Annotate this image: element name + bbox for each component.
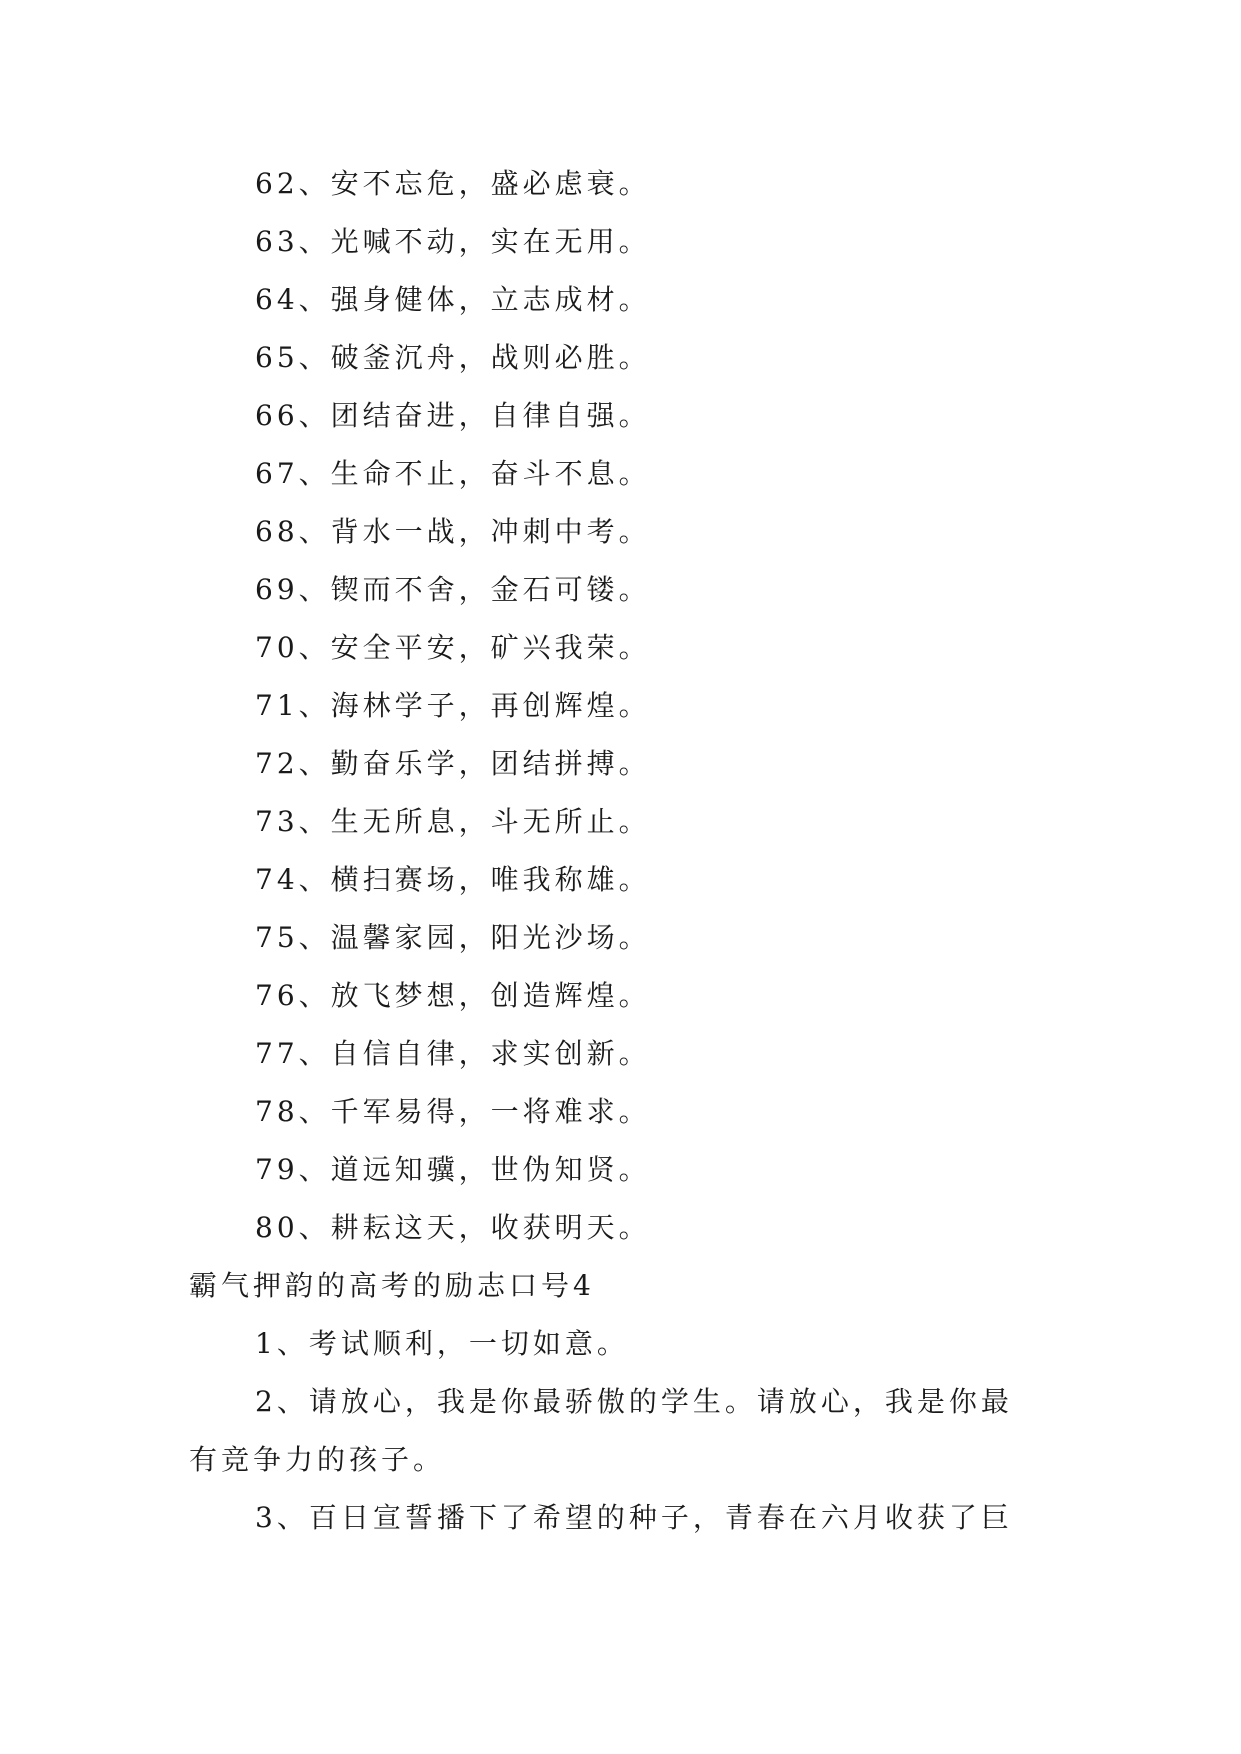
paragraph-line: 有竞争力的孩子。 (189, 1443, 446, 1476)
slogan-line: 77、自信自律，求实创新。 (255, 1037, 651, 1070)
list-item-paragraph (189, 1373, 1059, 1489)
slogan-line: 68、背水一战，冲刺中考。 (255, 515, 651, 548)
slogan-line: 74、横扫赛场，唯我称雄。 (255, 863, 651, 896)
slogan-line: 62、安不忘危，盛必虑衰。 (255, 167, 651, 200)
paragraph-line: 2、请放心，我是你最骄傲的学生。请放心，我是你最 (255, 1385, 1013, 1418)
slogan-line: 78、千军易得，一将难求。 (255, 1095, 651, 1128)
slogan-line: 79、道远知骥，世伪知贤。 (255, 1153, 651, 1186)
slogan-line: 70、安全平安，矿兴我荣。 (255, 631, 651, 664)
slogan-line: 73、生无所息，斗无所止。 (255, 805, 651, 838)
slogan-line: 80、耕耘这天，收获明天。 (255, 1211, 651, 1244)
slogan-line: 69、锲而不舍，金石可镂。 (255, 573, 651, 606)
slogan-line: 63、光喊不动，实在无用。 (255, 225, 651, 258)
slogan-line: 72、勤奋乐学，团结拼搏。 (255, 747, 651, 780)
list-item: 3、百日宣誓播下了希望的种子，青春在六月收获了巨 (255, 1501, 1013, 1534)
slogan-line: 66、团结奋进，自律自强。 (255, 399, 651, 432)
document-body (189, 155, 1059, 1547)
slogan-line: 76、放飞梦想，创造辉煌。 (255, 979, 651, 1012)
slogan-line: 75、温馨家园，阳光沙场。 (255, 921, 651, 954)
list-item: 1、考试顺利，一切如意。 (255, 1327, 629, 1360)
slogan-line: 67、生命不止，奋斗不息。 (255, 457, 651, 490)
slogan-line: 65、破釜沉舟，战则必胜。 (255, 341, 651, 374)
slogan-line: 71、海林学子，再创辉煌。 (255, 689, 651, 722)
slogan-line: 64、强身健体，立志成材。 (255, 283, 651, 316)
section-heading: 霸气押韵的高考的励志口号4 (189, 1269, 595, 1302)
